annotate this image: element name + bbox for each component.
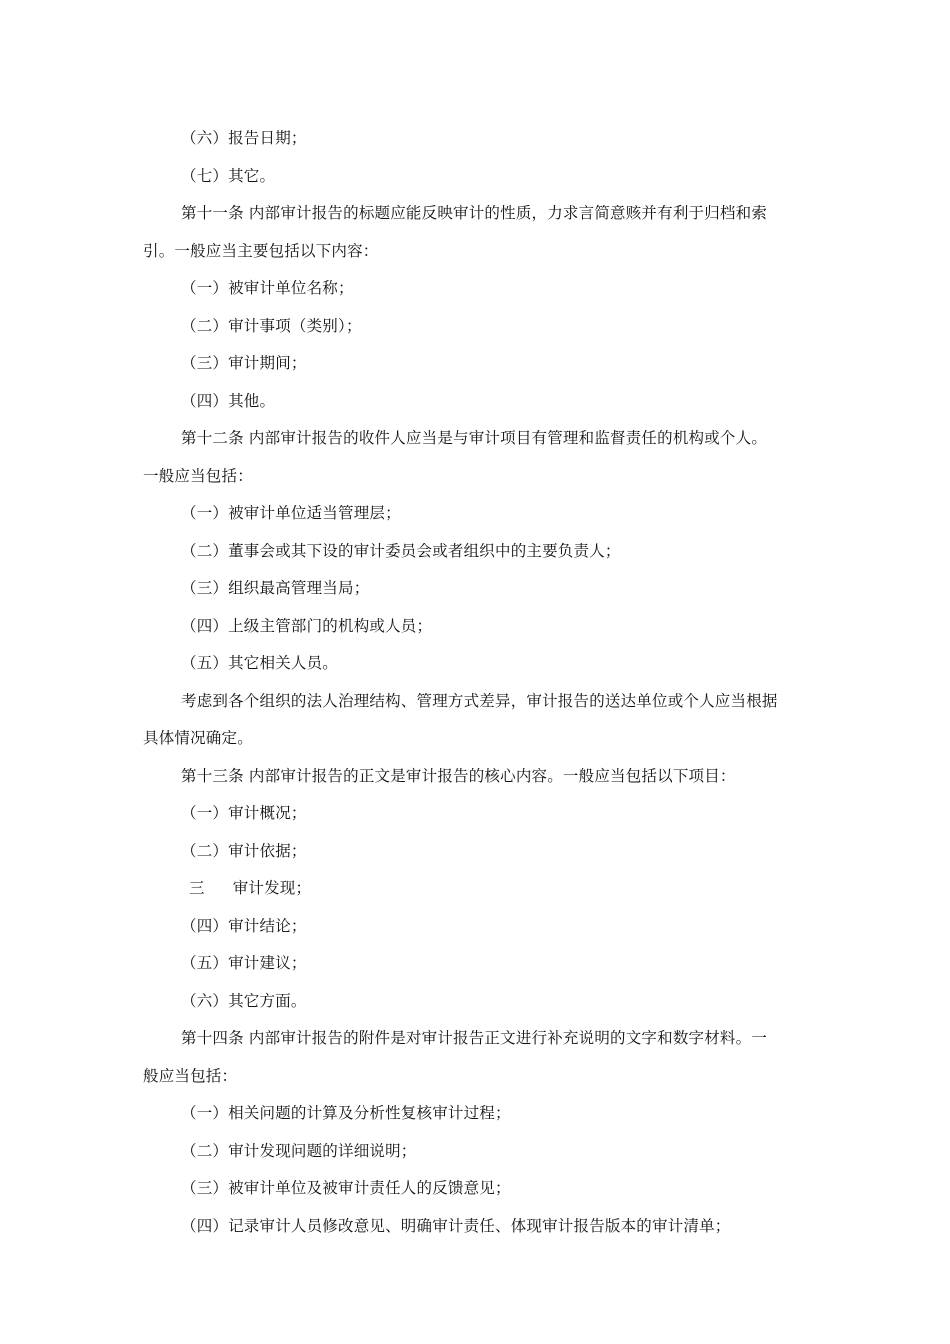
list-item bbox=[143, 870, 813, 908]
list-item: （五）审计建议； bbox=[181, 954, 307, 972]
list-number: 三 bbox=[189, 879, 205, 897]
list-item: （一）审计概况； bbox=[181, 804, 307, 822]
list-item: （一）被审计单位名称； bbox=[181, 279, 354, 297]
list-item: （三）被审计单位及被审计责任人的反馈意见； bbox=[181, 1179, 511, 1197]
list-item: （二）审计事项（类别）； bbox=[181, 316, 362, 335]
list-item: （三）组织最高管理当局； bbox=[181, 579, 370, 597]
list-item: （四）上级主管部门的机构或人员； bbox=[181, 616, 433, 635]
article-12-line-2: 一般应当包括： bbox=[143, 466, 253, 485]
article-14-line-2: 般应当包括： bbox=[143, 1066, 238, 1085]
consideration-line-2: 具体情况确定。 bbox=[143, 729, 253, 747]
list-item: （一）相关问题的计算及分析性复核审计过程； bbox=[181, 1104, 511, 1122]
list-item: （六）其它方面。 bbox=[181, 991, 307, 1010]
list-item: （四）其他。 bbox=[181, 391, 276, 410]
list-item: （二）审计发现问题的详细说明； bbox=[181, 1141, 417, 1160]
article-12-line-1: 第十二条 内部审计报告的收件人应当是与审计项目有管理和监督责任的机构或个人。 bbox=[181, 429, 768, 447]
document-body bbox=[143, 120, 813, 1245]
list-item: （七）其它。 bbox=[181, 166, 276, 185]
article-14-line-1: 第十四条 内部审计报告的附件是对审计报告正文进行补充说明的文字和数字材料。一 bbox=[181, 1029, 768, 1047]
list-item: （一）被审计单位适当管理层； bbox=[181, 504, 401, 522]
list-item: （二）董事会或其下设的审计委员会或者组织中的主要负责人； bbox=[181, 541, 621, 560]
list-text: 审计发现； bbox=[232, 879, 312, 897]
list-item: （六）报告日期； bbox=[181, 129, 307, 147]
list-item: （四）审计结论； bbox=[181, 916, 307, 935]
list-item: （二）审计依据； bbox=[181, 841, 307, 860]
article-11-line-1: 第十一条 内部审计报告的标题应能反映审计的性质，力求言简意赅并有利于归档和索 bbox=[181, 204, 768, 222]
list-item: （四）记录审计人员修改意见、明确审计责任、体现审计报告版本的审计清单； bbox=[181, 1216, 731, 1235]
list-item: （三）审计期间； bbox=[181, 354, 307, 372]
article-13: 第十三条 内部审计报告的正文是审计报告的核心内容。一般应当包括以下项目： bbox=[181, 766, 736, 785]
list-item: （五）其它相关人员。 bbox=[181, 654, 339, 672]
consideration-line-1: 考虑到各个组织的法人治理结构、管理方式差异，审计报告的送达单位或个人应当根据 bbox=[181, 691, 778, 710]
article-11-line-2: 引。一般应当主要包括以下内容： bbox=[143, 241, 379, 260]
